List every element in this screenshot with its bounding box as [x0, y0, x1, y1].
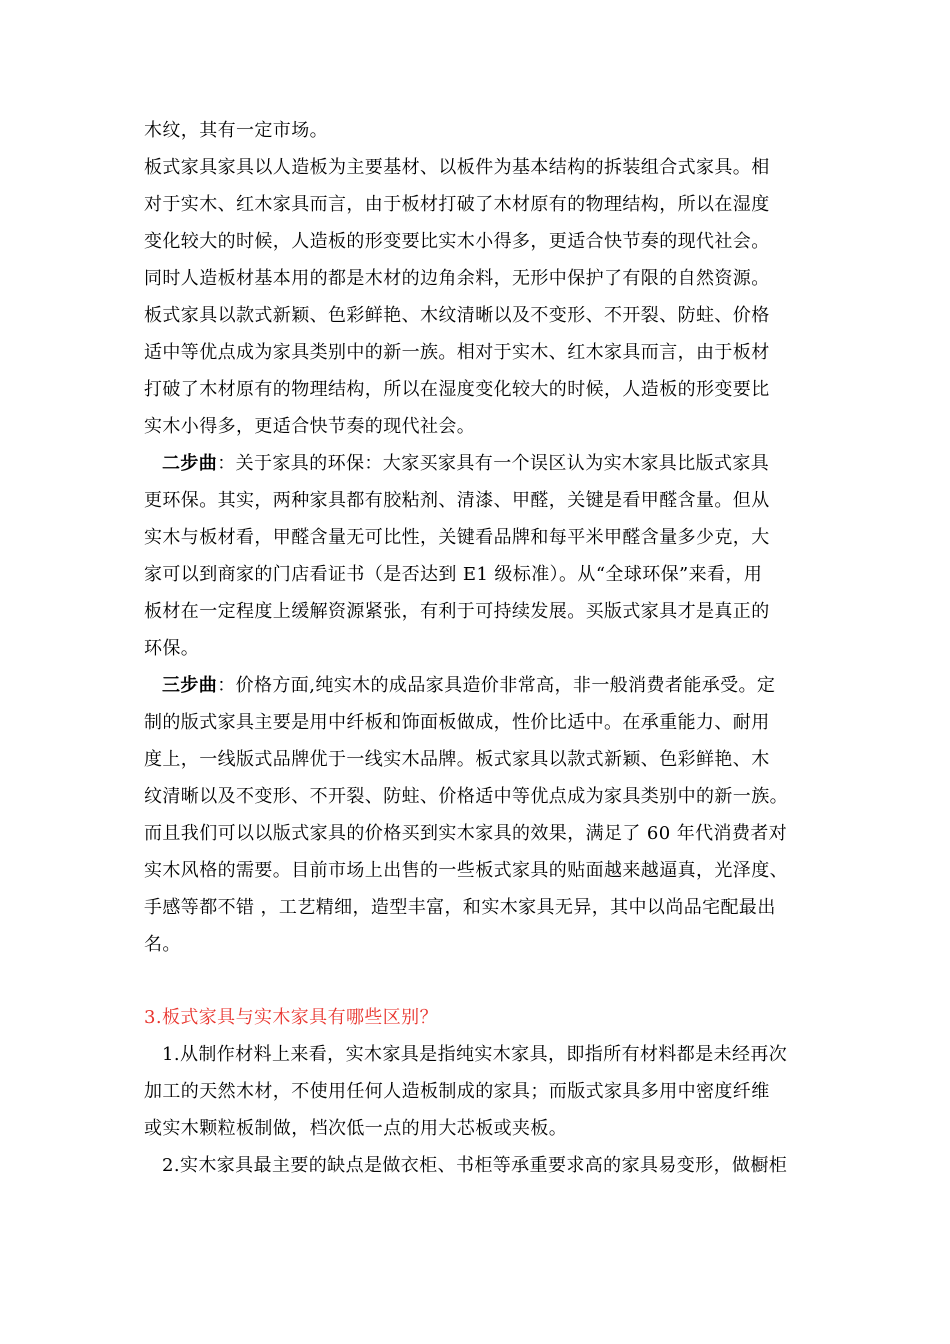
list-item-drawbacks	[144, 1147, 809, 1184]
step-three-text: ：价格方面,纯实木的成品家具造价非常高，非一般消费者能承受。定	[217, 675, 776, 696]
paragraph-line: 打破了木材原有的物理结构，所以在湿度变化较大的时候，人造板的形变要比	[144, 379, 770, 400]
paragraph-line: 手感等都不错 ，工艺精细，造型丰富，和实木家具无异，其中以尚品宅配最出	[144, 897, 776, 918]
paragraph-line: 变化较大的时候，人造板的形变要比实木小得多，更适合快节奏的现代社会。	[144, 231, 770, 252]
section-gap	[144, 963, 809, 999]
list-item-materials	[144, 1036, 809, 1147]
paragraph-line: 度上，一线版式品牌优于一线实木品牌。板式家具以款式新颖、色彩鲜艳、木	[144, 749, 770, 770]
paragraph-line: 实木与板材看，甲醛含量无可比性，关键看品牌和每平米甲醛含量多少克，大	[144, 527, 770, 548]
paragraph-line: 对于实木、红木家具而言，由于板材打破了木材原有的物理结构，所以在湿度	[144, 194, 770, 215]
step-two-label: 二步曲	[162, 453, 218, 474]
paragraph-step-three	[144, 667, 809, 963]
paragraph-line: 环保。	[144, 638, 200, 659]
paragraph-line: 名。	[144, 934, 181, 955]
paragraph-line: 2.实木家具最主要的缺点是做衣柜、书柜等承重要求高的家具易变形，做橱柜	[162, 1155, 788, 1176]
paragraph-line: 而且我们可以以版式家具的价格买到实木家具的效果，满足了 60 年代消费者对	[144, 823, 788, 844]
paragraph-line: 板材在一定程度上缓解资源紧张，有利于可持续发展。买版式家具才是真正的	[144, 601, 770, 622]
paragraph-line: 实木小得多，更适合快节奏的现代社会。	[144, 416, 476, 437]
section-heading: 3.板式家具与实木家具有哪些区别？	[144, 1007, 438, 1028]
paragraph-line: 同时人造板材基本用的都是木材的边角余料，无形中保护了有限的自然资源。	[144, 268, 770, 289]
paragraph-board-furniture	[144, 149, 809, 445]
step-three-label: 三步曲	[162, 675, 218, 696]
document-page	[144, 112, 809, 1184]
paragraph-line: 木纹，其有一定市场。	[144, 120, 328, 141]
paragraph-line: 家可以到商家的门店看证书（是否达到 E1 级标准）。从“全球环保”来看，用	[144, 564, 763, 585]
paragraph-line: 或实木颗粒板制做，档次低一点的用大芯板或夹板。	[144, 1118, 568, 1139]
paragraph-line: 加工的天然木材，不使用任何人造板制成的家具；而版式家具多用中密度纤维	[144, 1081, 770, 1102]
paragraph-line: 更环保。其实，两种家具都有胶粘剂、清漆、甲醛，关键是看甲醛含量。但从	[144, 490, 770, 511]
paragraph-line: 实木风格的需要。目前市场上出售的一些板式家具的贴面越来越逼真，光泽度、	[144, 860, 788, 881]
paragraph-line: 纹清晰以及不变形、不开裂、防蛀、价格适中等优点成为家具类别中的新一族。	[144, 786, 788, 807]
paragraph-step-two	[144, 445, 809, 667]
paragraph-line	[144, 667, 809, 704]
paragraph-line: 1.从制作材料上来看，实木家具是指纯实木家具，即指所有材料都是未经再次	[162, 1044, 788, 1065]
paragraph-line	[144, 445, 809, 482]
paragraph-line: 制的版式家具主要是用中纤板和饰面板做成，性价比适中。在承重能力、耐用	[144, 712, 770, 733]
paragraph-line: 适中等优点成为家具类别中的新一族。相对于实木、红木家具而言，由于板材	[144, 342, 770, 363]
step-two-text: ：关于家具的环保：大家买家具有一个误区认为实木家具比版式家具	[217, 453, 770, 474]
paragraph-line: 板式家具家具以人造板为主要基材、以板件为基本结构的拆装组合式家具。相	[144, 157, 770, 178]
paragraph-line: 板式家具以款式新颖、色彩鲜艳、木纹清晰以及不变形、不开裂、防蛀、价格	[144, 305, 770, 326]
